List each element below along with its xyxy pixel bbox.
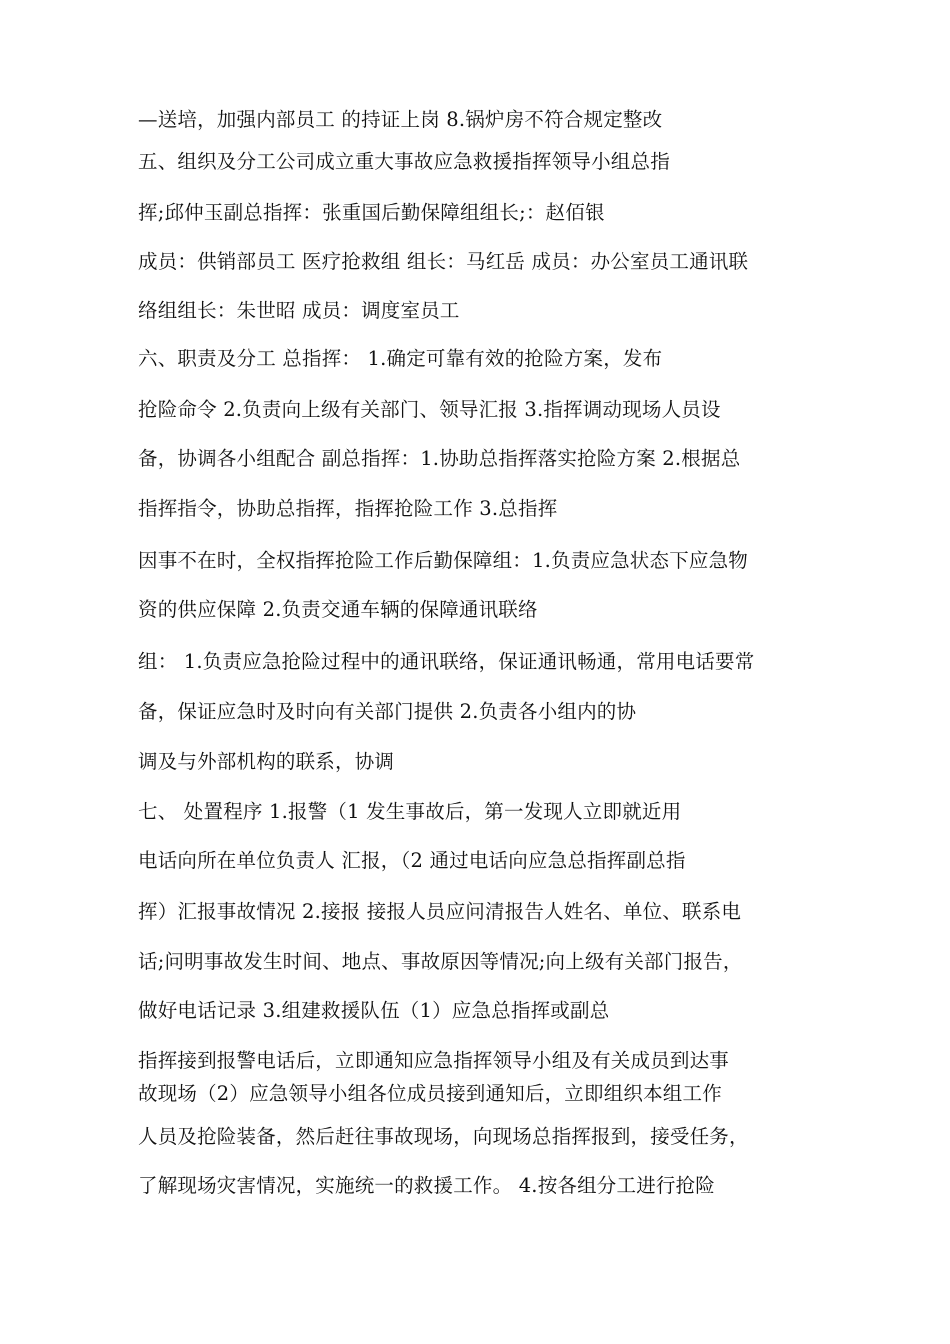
- text-line: 资的供应保障 2.负责交通车辆的保障通讯联络: [138, 598, 538, 621]
- text-line: 五、组织及分工公司成立重大事故应急救援指挥领导小组总指: [138, 150, 670, 173]
- text-line: 故现场（2）应急领导小组各位成员接到通知后，立即组织本组工作: [138, 1082, 722, 1105]
- text-line: 络组组长：朱世昭 成员：调度室员工: [138, 299, 460, 322]
- text-line: 话;问明事故发生时间、地点、事故原因等情况;向上级有关部门报告，: [138, 950, 743, 973]
- text-line: 因事不在时，全权指挥抢险工作后勤保障组：1.负责应急状态下应急物: [138, 549, 749, 572]
- text-line: 电话向所在单位负责人 汇报，（2 通过电话向应急总指挥副总指: [138, 849, 686, 872]
- text-line: 指挥接到报警电话后，立即通知应急指挥领导小组及有关成员到达事: [138, 1049, 730, 1072]
- text-line: 指挥指令，协助总指挥，指挥抢险工作 3.总指挥: [138, 497, 558, 520]
- text-line: 备，保证应急时及时向有关部门提供 2.负责各小组内的协: [138, 700, 637, 723]
- text-line: 备，协调各小组配合 副总指挥：1.协助总指挥落实抢险方案 2.根据总: [138, 447, 741, 470]
- text-line: 抢险命令 2.负责向上级有关部门、领导汇报 3.指挥调动现场人员设: [138, 398, 721, 421]
- text-line: 六、职责及分工 总指挥： 1.确定可靠有效的抢险方案，发布: [138, 347, 663, 370]
- text-line: 做好电话记录 3.组建救援队伍（1）应急总指挥或副总: [138, 999, 610, 1022]
- text-line: 成员：供销部员工 医疗抢救组 组长：马红岳 成员：办公室员工通讯联: [138, 250, 749, 273]
- text-line: —送培，加强内部员工 的持证上岗 8.锅炉房不符合规定整改: [138, 108, 663, 131]
- text-line: 组： 1.负责应急抢险过程中的通讯联络，保证通讯畅通，常用电话要常: [138, 650, 755, 673]
- text-line: 人员及抢险装备，然后赶往事故现场，向现场总指挥报到，接受任务，: [138, 1125, 749, 1148]
- text-line: 调及与外部机构的联系，协调: [138, 750, 395, 773]
- text-line: 挥）汇报事故情况 2.接报 接报人员应问清报告人姓名、单位、联系电: [138, 900, 742, 923]
- text-line: 了解现场灾害情况，实施统一的救援工作。 4.按各组分工进行抢险: [138, 1174, 716, 1197]
- text-line: 七、 处置程序 1.报警（1 发生事故后，第一发现人立即就近用: [138, 800, 682, 823]
- text-line: 挥;邱仲玉副总指挥：张重国后勤保障组组长;：赵佰银: [138, 201, 605, 224]
